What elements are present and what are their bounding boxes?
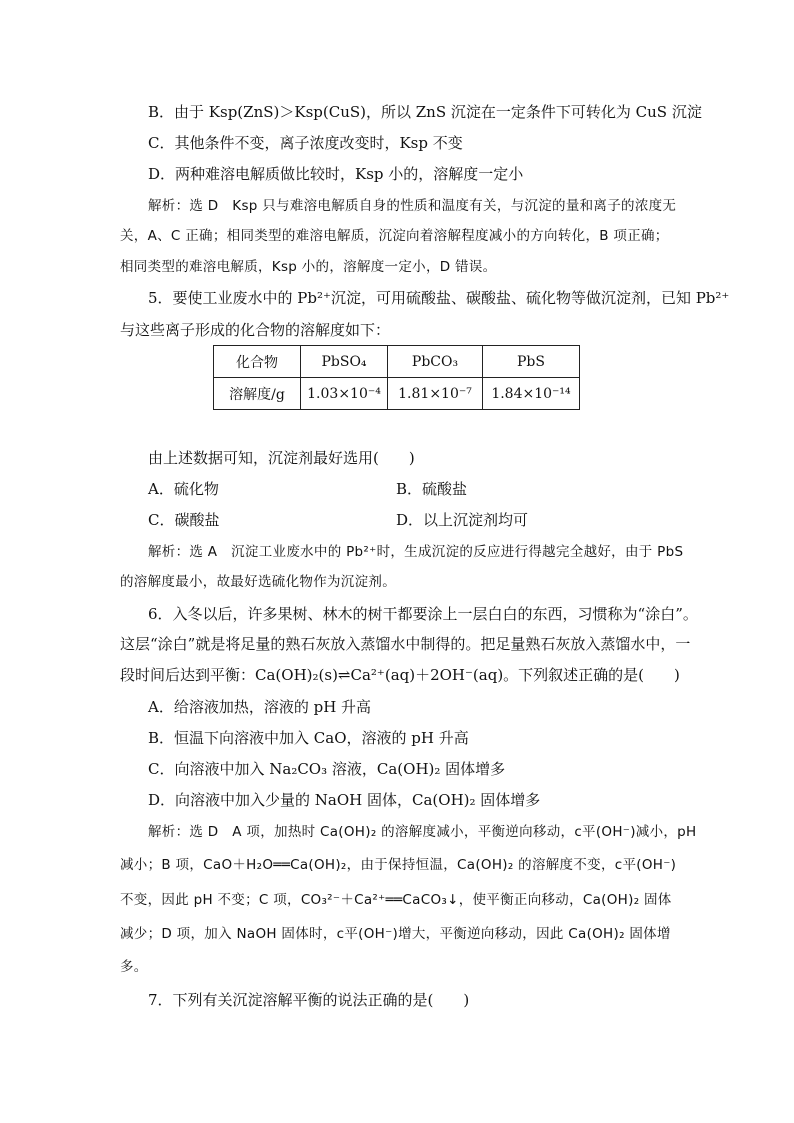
line-q5-explain-1: 解析：选 A 沉淀工业废水中的 Pb²⁺时，生成沉淀的反应进行得越完全越好，由于 PbS — [148, 544, 684, 560]
line-q6-explain-1: 解析：选 D A 项，加热时 Ca(OH)₂ 的溶解度减小，平衡逆向移动，c平(OH⁻)减小，pH — [148, 824, 697, 840]
line-q5-a: A．硫化物 — [148, 480, 219, 498]
line-q6-c: C．向溶液中加入 Na₂CO₃ 溶液，Ca(OH)₂ 固体增多 — [148, 760, 506, 778]
line-q6-explain-3: 不变，因此 pH 不变；C 项，CO₃²⁻＋Ca²⁺══CaCO₃↓，使平衡正向移动，Ca(OH)₂ 固体 — [120, 892, 672, 908]
line-q6-explain-2: 减小；B 项，CaO＋H₂O══Ca(OH)₂，由于保持恒温，Ca(OH)₂ 的溶解度不变，c平(OH⁻) — [120, 857, 677, 873]
table-cell: PbCO₃ — [388, 346, 483, 378]
line-q5-d: D．以上沉淀剂均可 — [396, 511, 529, 529]
line-q6-explain-5: 多。 — [120, 959, 148, 975]
table-cell: PbS — [483, 346, 580, 378]
table-row — [214, 346, 580, 378]
line-q5-b: B．硫酸盐 — [396, 480, 468, 498]
table-cell: 化合物 — [214, 346, 301, 378]
line-q6-explain-4: 减少；D 项，加入 NaOH 固体时，c平(OH⁻)增大，平衡逆向移动，因此 Ca(OH)₂ 固体增 — [120, 926, 671, 942]
table-cell: 1.03×10⁻⁴ — [301, 378, 388, 410]
line-q7-stem: 7．下列有关沉淀溶解平衡的说法正确的是( ) — [148, 991, 470, 1009]
line-q5-explain-2: 的溶解度最小，故最好选硫化物作为沉淀剂。 — [120, 574, 396, 590]
line-q6-stem-3: 段时间后达到平衡：Ca(OH)₂(s)⇌Ca²⁺(aq)＋2OH⁻(aq)。下列叙述正确的是( ) — [120, 666, 680, 684]
line-q6-b: B．恒温下向溶液中加入 CaO，溶液的 pH 升高 — [148, 729, 469, 747]
line-q6-stem-2: 这层“涂白”就是将足量的熟石灰放入蒸馏水中制得的。把足量熟石灰放入蒸馏水中，一 — [120, 635, 691, 653]
line-q6-d: D．向溶液中加入少量的 NaOH 固体，Ca(OH)₂ 固体增多 — [148, 791, 541, 809]
line-q4-explain-2: 关，A、C 正确；相同类型的难溶电解质，沉淀向着溶解程度减小的方向转化，B 项正确； — [120, 228, 669, 244]
solubility-table — [213, 345, 580, 410]
line-q5-c: C．碳酸盐 — [148, 511, 220, 529]
line-q4-c: C．其他条件不变，离子浓度改变时，Ksp 不变 — [148, 134, 463, 152]
line-q5-stem-2: 与这些离子形成的化合物的溶解度如下： — [120, 321, 391, 339]
line-q5-ask: 由上述数据可知，沉淀剂最好选用( ) — [148, 449, 415, 467]
line-q4-explain-3: 相同类型的难溶电解质，Ksp 小的，溶解度一定小，D 错误。 — [120, 259, 497, 275]
table-cell: 溶解度/g — [214, 378, 301, 410]
table-row — [214, 378, 580, 410]
line-q6-a: A．给溶液加热，溶液的 pH 升高 — [148, 698, 372, 716]
table-cell: PbSO₄ — [301, 346, 388, 378]
line-q4-b: B．由于 Ksp(ZnS)＞Ksp(CuS)，所以 ZnS 沉淀在一定条件下可转化为 CuS 沉淀 — [148, 103, 702, 121]
line-q4-d: D．两种难溶电解质做比较时，Ksp 小的，溶解度一定小 — [148, 165, 524, 183]
table-cell: 1.84×10⁻¹⁴ — [483, 378, 580, 410]
line-q5-stem-1: 5．要使工业废水中的 Pb²⁺沉淀，可用硫酸盐、碳酸盐、硫化物等做沉淀剂，已知 Pb²⁺ — [148, 289, 730, 307]
table-cell: 1.81×10⁻⁷ — [388, 378, 483, 410]
line-q6-stem-1: 6．入冬以后，许多果树、林木的树干都要涂上一层白白的东西，习惯称为“涂白”。 — [148, 605, 698, 623]
line-q4-explain-1: 解析：选 D Ksp 只与难溶电解质自身的性质和温度有关，与沉淀的量和离子的浓度无 — [148, 198, 677, 214]
